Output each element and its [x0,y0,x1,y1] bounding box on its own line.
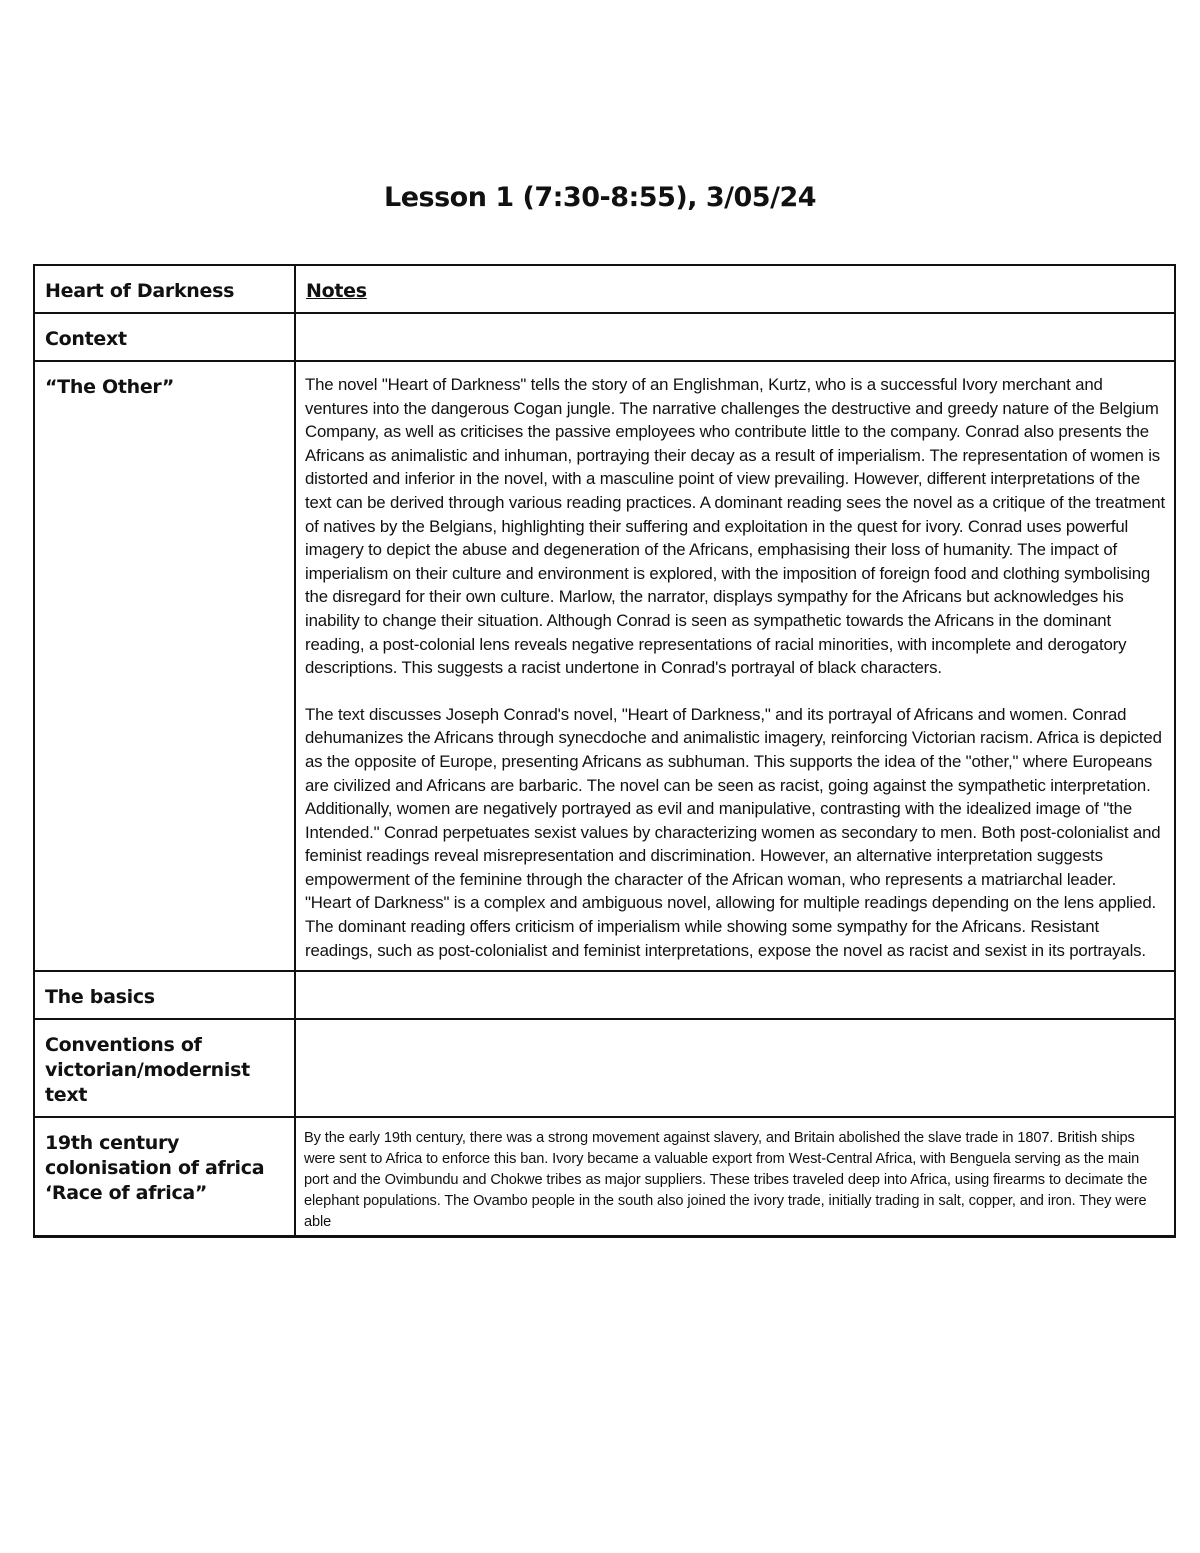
notes-paragraph: The novel "Heart of Darkness" tells the story of an Englishman, Kurtz, who is a successful Ivory merchant and ventures into the dangerous Cogan jungle. The narrative challenges the destructive and greedy nature of the Belgium Company, as well as criticises the passive employees who contribute little to the company. Conrad also presents the Africans as animalistic and inhuman, portraying their decay as a result of imperialism. The representation of women is distorted and inferior in the novel, with a masculine point of view prevailing. However, different interpretations of the text can be derived through various reading practices. A dominant reading sees the novel as a critique of the treatment of natives by the Belgians, highlighting their suffering and exploitation in the quest for ivory. Conrad uses powerful imagery to depict the abuse and degeneration of the Africans, emphasising their loss of humanity. The impact of imperialism on their culture and environment is explored, with the imposition of foreign food and clothing symbolising the disregard for their own culture. Marlow, the narrator, displays sympathy for the Africans but acknowledges his inability to change their situation. Although Conrad is seen as sympathetic towards the Africans in the dominant reading, a post-colonial lens reveals negative representations of racial minorities, with incomplete and derogatory descriptions. This suggests a racist undertone in Conrad's portrayal of black characters. [305,375,1165,678]
notes-colonisation [296,1118,1174,1235]
row-notes-cell [295,361,1175,971]
notes-paragraph: The text discusses Joseph Conrad's novel, "Heart of Darkness," and its portrayal of Africans and women. Conrad dehumanizes the Africans through synecdoche and animalistic imagery, reinforcing Victorian racism. Africa is depicted as the opposite of Europe, presenting Africans as subhuman. This supports the idea of the "other," where Europeans are civilized and Africans are barbaric. The novel can be seen as racist, going against the sympathetic interpretation. Additionally, women are negatively portrayed as evil and manipulative, contrasting with the idealized image of "the Intended." Conrad perpetuates sexist values by characterizing women as secondary to men. Both post-colonialist and feminist readings reveal misrepresentation and discrimination. However, an alternative interpretation suggests empowerment of the feminine through the character of the African woman, who represents a matriarchal leader. "Heart of Darkness" is a complex and ambiguous novel, allowing for multiple readings depending on the lens applied. The dominant reading offers criticism of imperialism while showing some sympathy for the Africans. Resistant readings, such as post-colonialist and feminist interpretations, expose the novel as racist and sexist in its portrayals. [305,704,1162,960]
row-label-cell [34,313,295,361]
notes-empty-context [296,314,1174,360]
row-notes-cell [295,1117,1175,1237]
row-label-cell [34,1019,295,1117]
row-notes-cell [295,971,1175,1019]
notes-the-other [296,362,1174,970]
table-header-cell-right [295,265,1175,313]
row-label-the-other: “The Other” [45,376,175,398]
header-topic: Heart of Darkness [45,280,235,302]
row-label-cell [34,361,295,971]
row-label-cell [34,1117,295,1237]
table-row-colonisation [34,1117,1175,1237]
row-label-conventions: Conventions of victorian/modernist text [45,1034,250,1107]
table-row-context [34,313,1175,361]
row-label-context: Context [45,328,127,350]
row-label-cell [34,971,295,1019]
header-notes: Notes [306,280,367,302]
notes-paragraph: By the early 19th century, there was a strong movement against slavery, and Britain abolished the slave trade in 1807. British ships were sent to Africa to enforce this ban. Ivory became a valuable export from West-Central Africa, with Benguela serving as the main port and the Ovimbundu and Chokwe tribes as major suppliers. These tribes traveled deep into Africa, using firearms to decimate the elephant populations. The Ovambo people in the south also joined the ivory trade, initially trading in salt, copper, and iron. They were able [304,1130,1148,1231]
table-row-the-other [34,361,1175,971]
table-row-conventions [34,1019,1175,1117]
notes-table [33,264,1176,1238]
page-title: Lesson 1 (7:30-8:55), 3/05/24 [383,182,817,213]
notes-empty-the-basics [296,972,1174,1018]
table-header-cell-left [34,265,295,313]
row-label-the-basics: The basics [45,986,155,1009]
table-header-row [34,265,1175,313]
notes-empty-conventions [296,1020,1174,1116]
row-notes-cell [295,313,1175,361]
table-row-the-basics [34,971,1175,1019]
row-notes-cell [295,1019,1175,1117]
row-label-colonisation: 19th century colonisation of africa ‘Race of africa” [45,1132,265,1205]
